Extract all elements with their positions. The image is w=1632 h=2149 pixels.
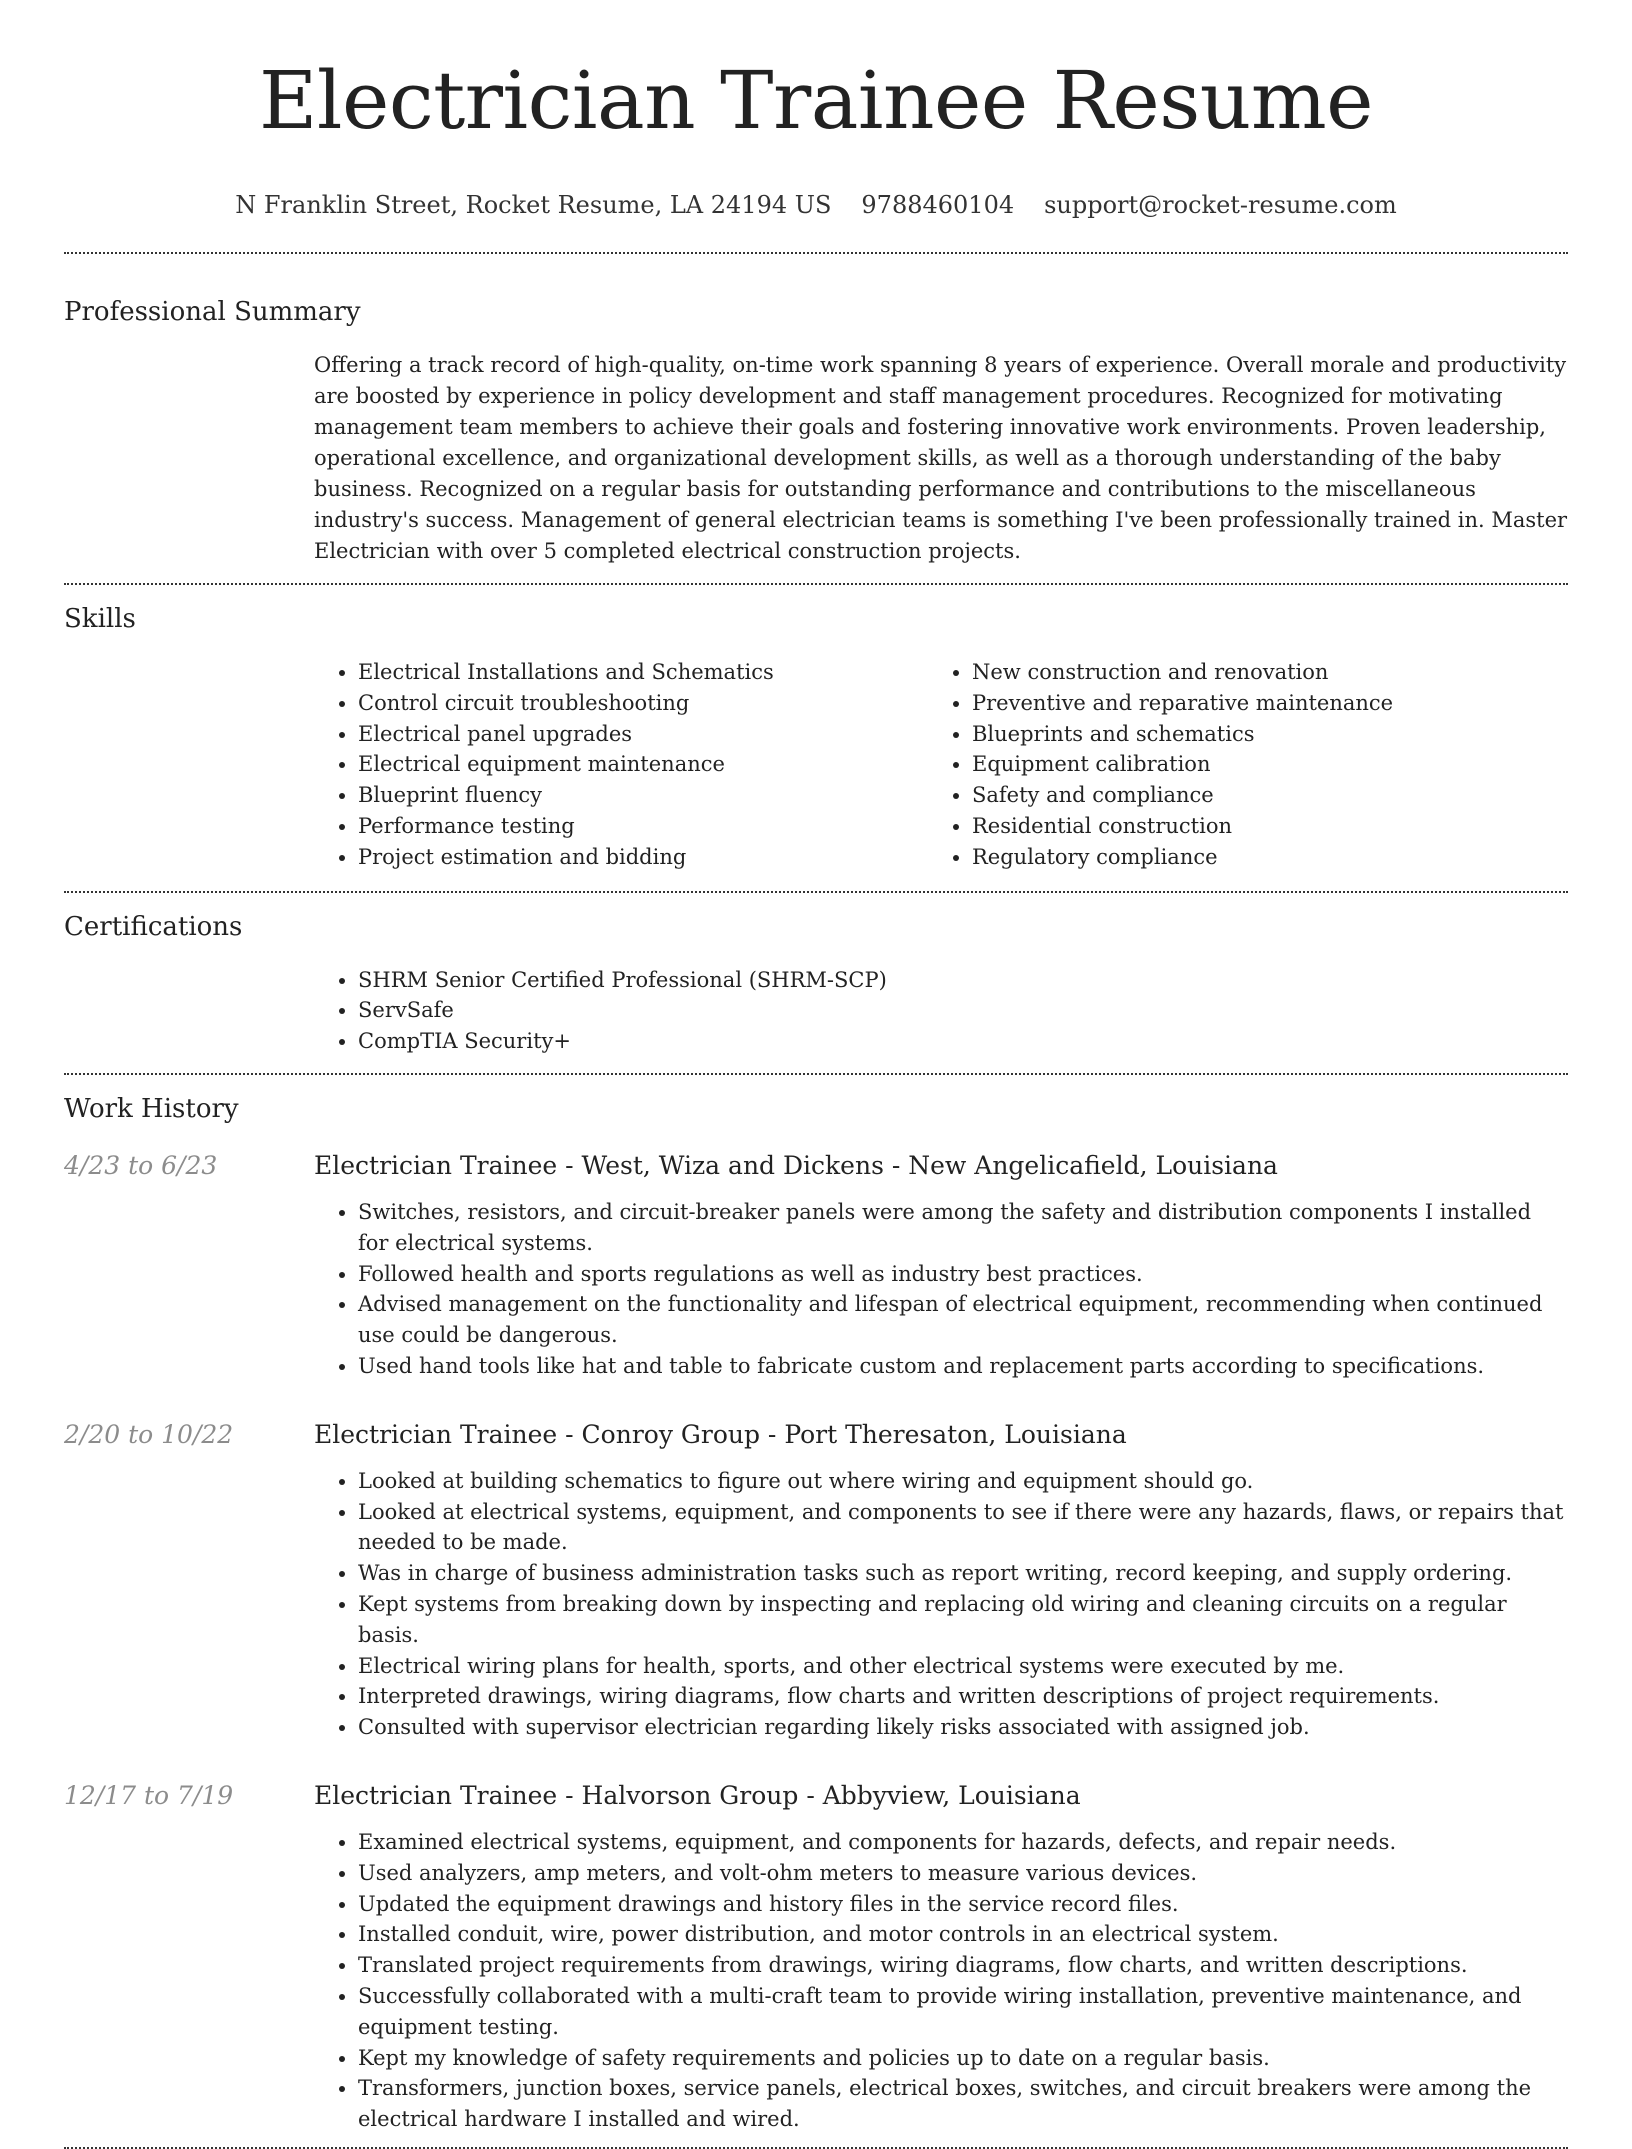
skill-item: • Blueprint fluency [358,780,928,811]
job-bullet: • Was in charge of business administration tasks such as report writing, record keeping, and supply ordering. [358,1558,1568,1589]
job-entry [64,1418,1568,1743]
skill-item: • Regulatory compliance [972,842,1542,873]
job-bullet: • Examined electrical systems, equipment, and components for hazards, defects, and repair needs. [358,1827,1568,1858]
certifications-list [314,965,1568,1057]
section-divider [64,891,1568,893]
skills-column-left [314,657,928,873]
skill-item: • Safety and compliance [972,780,1542,811]
section-heading-skills: Skills [64,604,136,634]
job-bullet: • Followed health and sports regulations as well as industry best practices. [358,1259,1568,1290]
contact-email: support@rocket-resume.com [1044,191,1397,219]
job-bullet: • Successfully collaborated with a multi-craft team to provide wiring installation, preventive maintenance, and equipment testing. [358,1981,1568,2043]
job-bullet: • Interpreted drawings, wiring diagrams, flow charts and written descriptions of project requirements. [358,1681,1568,1712]
skills-column-right [928,657,1542,873]
section-divider [64,1073,1568,1075]
job-dates: 4/23 to 6/23 [64,1150,218,1180]
skills-section [64,601,1568,873]
job-bullet: • Looked at building schematics to figure out where wiring and equipment should go. [358,1466,1568,1497]
skill-item: • New construction and renovation [972,657,1542,688]
certification-item: • SHRM Senior Certified Professional (SHRM-SCP) [358,965,1568,996]
skill-item: • Electrical equipment maintenance [358,749,928,780]
job-bullet: • Kept my knowledge of safety requirements and policies up to date on a regular basis. [358,2043,1568,2074]
contact-address: N Franklin Street, Rocket Resume, LA 24194 US [235,191,832,219]
job-bullet: • Translated project requirements from drawings, wiring diagrams, flow charts, and written descriptions. [358,1950,1568,1981]
job-bullet: • Transformers, junction boxes, service panels, electrical boxes, switches, and circuit breakers were among the electrical hardware I installed and wired. [358,2073,1568,2135]
skill-item: • Performance testing [358,811,928,842]
skill-item: • Electrical Installations and Schematics [358,657,928,688]
job-bullet: • Kept systems from breaking down by inspecting and replacing old wiring and cleaning circuits on a regular basis. [358,1589,1568,1651]
job-bullet: • Electrical wiring plans for health, sports, and other electrical systems were executed by me. [358,1651,1568,1682]
skills-list-right [928,657,1542,873]
skill-item: • Preventive and reparative maintenance [972,688,1542,719]
job-bullets [314,1197,1568,1382]
skill-item: • Residential construction [972,811,1542,842]
job-bullet: • Looked at electrical systems, equipment, and components to see if there were any hazards, flaws, or repairs that needed to be made. [358,1497,1568,1559]
job-header: Electrician Trainee - Conroy Group - Port Theresaton, Louisiana [314,1419,1127,1449]
job-header: Electrician Trainee - Halvorson Group - Abbyview, Louisiana [314,1780,1081,1810]
job-bullets [314,1827,1568,2135]
job-entry [64,1779,1568,2135]
skill-item: • Project estimation and bidding [358,842,928,873]
job-bullet: • Installed conduit, wire, power distribution, and motor controls in an electrical system. [358,1919,1568,1950]
job-dates: 12/17 to 7/19 [64,1780,234,1810]
job-bullet: • Updated the equipment drawings and history files in the service record files. [358,1889,1568,1920]
job-entry [64,1149,1568,1382]
job-bullets [314,1466,1568,1743]
certification-item: • ServSafe [358,995,1568,1026]
section-heading-certifications: Certifications [64,911,243,942]
job-bullet: • Switches, resistors, and circuit-breaker panels were among the safety and distribution components I installed for electrical systems. [358,1197,1568,1259]
skills-columns [314,657,1568,873]
certifications-section [64,909,1568,1057]
certification-item: • CompTIA Security+ [358,1026,1568,1057]
work-history-section [64,1091,1568,2135]
skill-item: • Equipment calibration [972,749,1542,780]
job-dates: 2/20 to 10/22 [64,1419,234,1449]
section-heading-summary: Professional Summary [64,297,361,327]
skill-item: • Control circuit troubleshooting [358,688,928,719]
contact-phone: 9788460104 [861,191,1015,219]
section-heading-work-history: Work History [64,1093,239,1124]
job-bullet: • Consulted with supervisor electrician regarding likely risks associated with assigned job. [358,1712,1568,1743]
job-bullet: • Used hand tools like hat and table to fabricate custom and replacement parts according to specifications. [358,1351,1568,1382]
skill-item: • Blueprints and schematics [972,719,1542,750]
job-header: Electrician Trainee - West, Wiza and Dickens - New Angelicafield, Louisiana [314,1150,1278,1180]
skill-item: • Electrical panel upgrades [358,719,928,750]
job-bullet: • Advised management on the functionality and lifespan of electrical equipment, recommending when continued use could be dangerous. [358,1289,1568,1351]
skills-list-left [314,657,928,873]
professional-summary-section [64,294,1568,567]
summary-paragraph: Offering a track record of high-quality, on-time work spanning 8 years of experience. Overall morale and productivity are boosted by experience in policy development and staff management procedures. Recognized for motivating management team members to achieve their goals and fostering innovative work environments. Proven leadership, operational excellence, and organizational development skills, as well as a thorough understanding of the baby business. Recognized on a regular basis for outstanding performance and contributions to the miscellaneous industry's success. Management of general electrician teams is something I've been professionally trained in. Master Electrician with over 5 completed electrical construction projects. [314,353,1568,563]
section-divider [64,583,1568,585]
job-bullet: • Used analyzers, amp meters, and volt-ohm meters to measure various devices. [358,1858,1568,1889]
section-divider [64,252,1568,254]
contact-line [64,188,1568,222]
resume-title: Electrician Trainee Resume [258,54,1374,147]
